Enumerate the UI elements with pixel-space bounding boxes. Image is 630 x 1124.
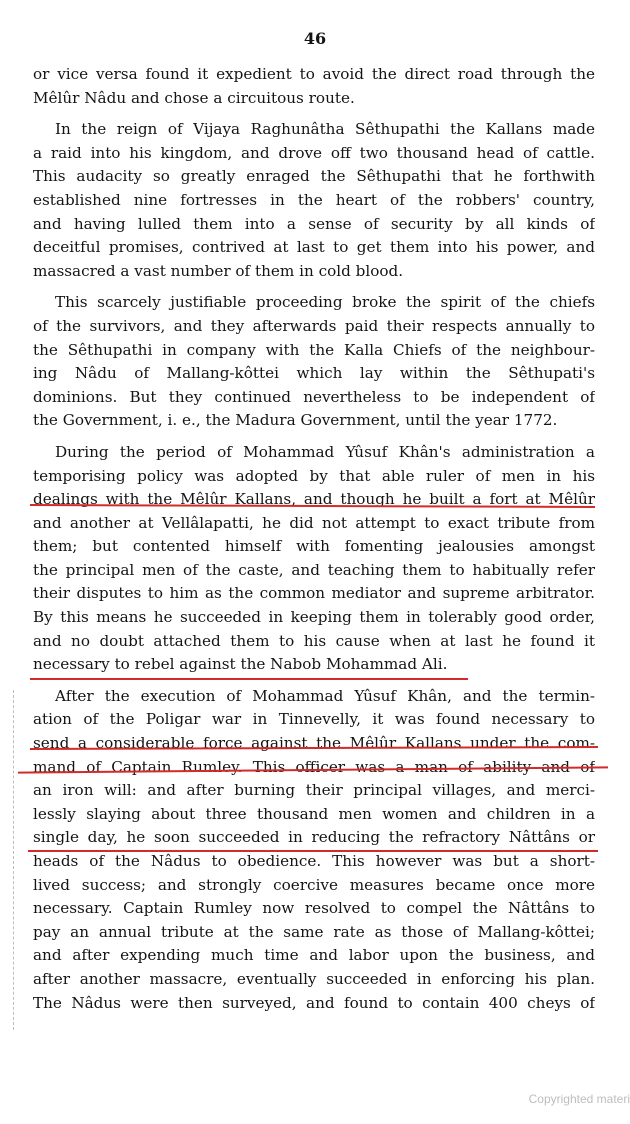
text-line: established nine fortresses in the heart of the robbers' country, xyxy=(33,190,595,209)
text-line: of the survivors, and they afterwards paid their respects annually to xyxy=(33,316,595,335)
text-line: ing Nâdu of Mallang-kôttei which lay within the Sêthupati's xyxy=(33,364,595,383)
text-line: dealings with the Mêlûr Kallans, and though he built a fort at Mêlûr xyxy=(33,490,595,509)
text-line: This audacity so greatly enraged the Sêthupathi that he forthwith xyxy=(33,167,595,186)
text-line: after another massacre, eventually succeeded in enforcing his plan. xyxy=(33,969,595,988)
text-line: and after expending much time and labor upon the business, and xyxy=(33,946,595,965)
text-line: and another at Vellâlapatti, he did not attempt to exact tribute from xyxy=(33,513,595,532)
copyright-watermark: Copyrighted materi xyxy=(528,1092,630,1106)
text-line: send a considerable force against the Mêlûr Kallans under the com- xyxy=(33,734,595,753)
paragraph-gap xyxy=(33,110,595,118)
text-line: a raid into his kingdom, and drove off two thousand head of cattle. xyxy=(33,143,595,162)
body-text xyxy=(33,63,595,1015)
text-line: necessary to rebel against the Nabob Mohammad Ali. xyxy=(33,655,448,674)
text-line: Mêlûr Nâdu and chose a circuitous route. xyxy=(33,88,355,107)
text-line: ation of the Poligar war in Tinnevelly, it was found necessary to xyxy=(33,710,595,729)
text-line: the principal men of the caste, and teaching them to habitually refer xyxy=(33,560,595,579)
page-number: 46 xyxy=(303,29,327,48)
red-underline-5 xyxy=(28,850,598,852)
text-line: The Nâdus were then surveyed, and found to contain 400 cheys of xyxy=(33,993,595,1012)
text-line: them; but contented himself with fomenting jealousies amongst xyxy=(33,537,595,556)
text-line: This scarcely justifiable proceeding broke the spirit of the chiefs xyxy=(55,293,595,312)
scan-margin-mark xyxy=(13,690,14,1030)
red-underline-2 xyxy=(30,678,468,680)
text-line: and no doubt attached them to his cause when at last he found it xyxy=(33,631,595,650)
text-line: the Sêthupathi in company with the Kalla Chiefs of the neighbour- xyxy=(33,340,595,359)
text-line: By this means he succeeded in keeping them in tolerably good order, xyxy=(33,608,595,627)
text-line: pay an annual tribute at the same rate as those of Mallang-kôttei; xyxy=(33,922,595,941)
text-line: lessly slaying about three thousand men women and children in a xyxy=(33,804,595,823)
text-line: an iron will: and after burning their principal villages, and merci- xyxy=(33,781,595,800)
text-line: the Government, i. e., the Madura Government, until the year 1772. xyxy=(33,411,558,430)
text-line: During the period of Mohammad Yûsuf Khân's administration a xyxy=(55,442,595,461)
text-line: deceitful promises, contrived at last to get them into his power, and xyxy=(33,238,595,257)
text-line: single day, he soon succeeded in reducing the refractory Nâttâns or xyxy=(33,828,595,847)
text-line: temporising policy was adopted by that able ruler of men in his xyxy=(33,466,595,485)
text-line: and having lulled them into a sense of security by all kinds of xyxy=(33,214,595,233)
text-line: massacred a vast number of them in cold blood. xyxy=(33,261,404,280)
text-line: their disputes to him as the common mediator and supreme arbitrator. xyxy=(33,584,595,603)
text-line: In the reign of Vijaya Raghunâtha Sêthupathi the Kallans made xyxy=(55,120,595,139)
paragraph-gap xyxy=(33,433,595,441)
text-line: After the execution of Mohammad Yûsuf Khân, and the termin- xyxy=(55,686,595,705)
text-line: necessary. Captain Rumley now resolved to compel the Nâttâns to xyxy=(33,899,595,918)
text-line: lived success; and strongly coercive measures became once more xyxy=(33,875,595,894)
paragraph-gap xyxy=(33,283,595,291)
text-line: or vice versa found it expedient to avoid the direct road through the xyxy=(33,65,595,83)
text-line: mand of Captain Rumley. This officer was a man of ability and of xyxy=(33,757,595,776)
text-line: heads of the Nâdus to obedience. This however was but a short- xyxy=(33,852,595,870)
text-line: dominions. But they continued nevertheless to be independent of xyxy=(33,387,595,406)
